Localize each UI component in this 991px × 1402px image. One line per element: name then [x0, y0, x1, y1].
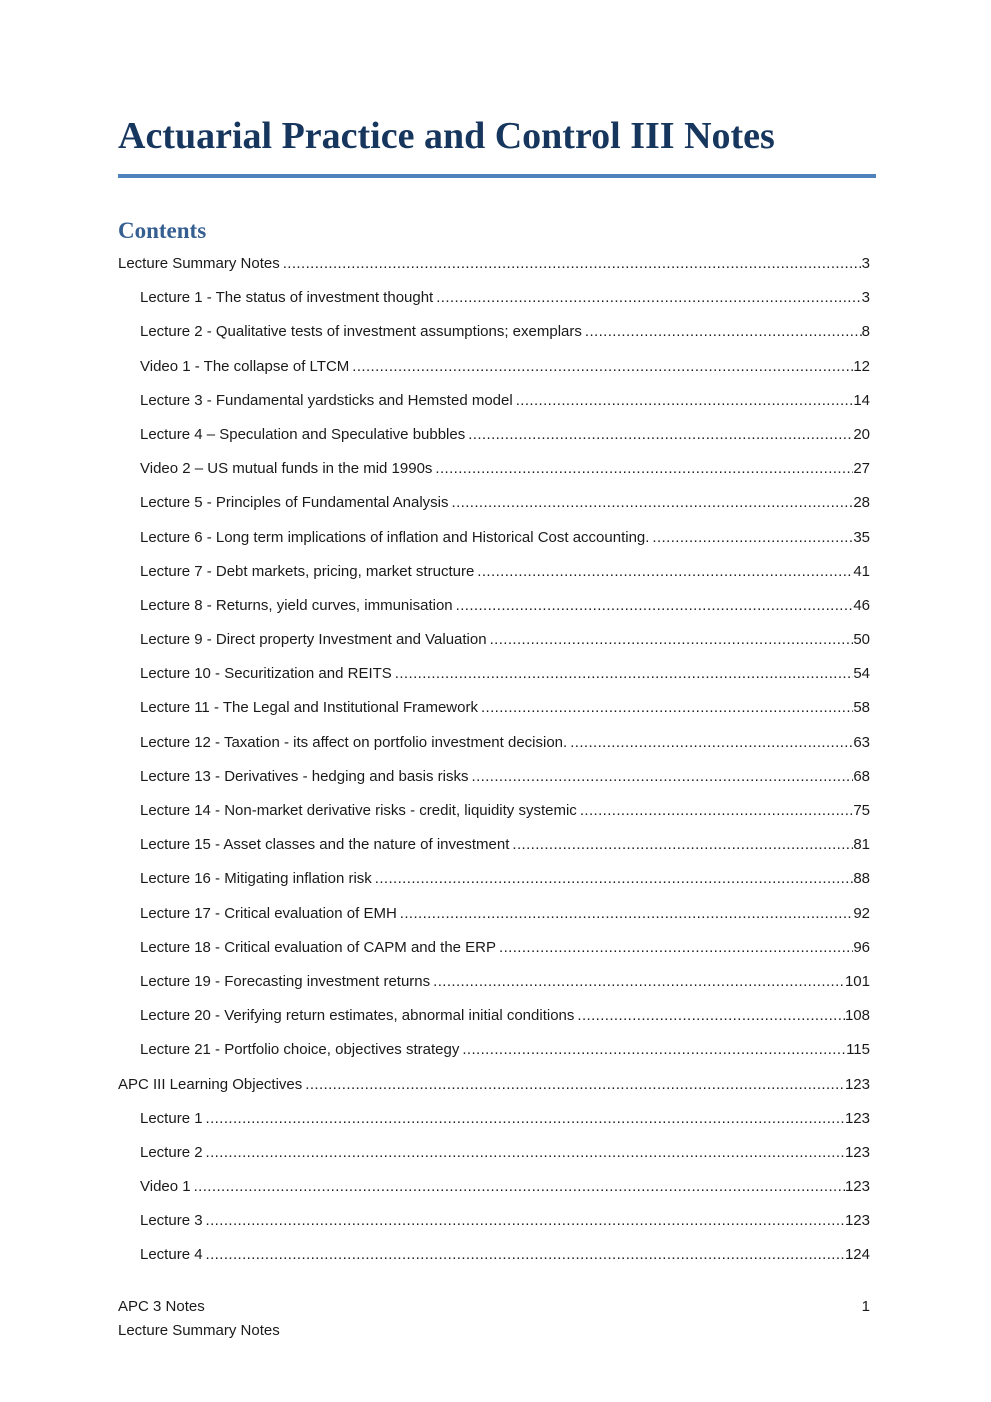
toc-entry[interactable]: [118, 664, 870, 683]
toc-entry[interactable]: [118, 562, 870, 581]
toc-entry-page: 41: [853, 562, 870, 580]
toc-entry[interactable]: [118, 869, 870, 888]
toc-dot-leader: [462, 1040, 846, 1059]
toc-entry-label: Lecture 17 - Critical evaluation of EMH: [140, 904, 397, 922]
toc-entry[interactable]: [118, 972, 870, 991]
toc-dot-leader: [433, 972, 845, 991]
toc-entry[interactable]: [118, 493, 870, 512]
toc-dot-leader: [395, 664, 854, 683]
toc-entry-label: Lecture 19 - Forecasting investment returns: [140, 972, 431, 990]
toc-dot-leader: [206, 1109, 845, 1128]
toc-list: [118, 254, 870, 1264]
toc-dot-leader: [577, 1006, 845, 1025]
toc-entry-page: 123: [844, 1109, 870, 1127]
contents-heading: Contents: [118, 218, 207, 243]
toc-dot-leader: [283, 254, 862, 273]
toc-entry-page: 123: [844, 1212, 870, 1230]
toc-dot-leader: [512, 835, 853, 854]
toc-dot-leader: [452, 493, 854, 512]
toc-dot-leader: [468, 425, 853, 444]
toc-entry-label: Video 1 - The collapse of LTCM: [140, 357, 350, 375]
toc-entry[interactable]: [118, 391, 870, 410]
toc-entry-label: Video 2 – US mutual funds in the mid 1990s: [140, 460, 433, 478]
toc-entry-page: 20: [853, 425, 870, 443]
toc-entry-label: Lecture 21 - Portfolio choice, objectives strategy: [140, 1041, 460, 1059]
toc-dot-leader: [472, 767, 854, 786]
toc-entry[interactable]: [118, 528, 870, 547]
toc-dot-leader: [206, 1211, 845, 1230]
toc-entry-page: 115: [846, 1041, 870, 1059]
toc-entry-label: Lecture 11 - The Legal and Institutional Framework: [140, 699, 478, 717]
toc-entry-page: 123: [844, 1075, 870, 1093]
toc-entry-label: Lecture 1 - The status of investment thought: [140, 289, 434, 307]
toc-entry[interactable]: [118, 459, 870, 478]
toc-entry-page: 101: [844, 972, 870, 990]
toc-entry-label: Lecture 7 - Debt markets, pricing, market structure: [140, 562, 475, 580]
toc-entry-label: Lecture 2: [140, 1143, 203, 1161]
toc-dot-leader: [490, 630, 854, 649]
page-footer: [118, 1295, 870, 1343]
toc-entry-label: Lecture 15 - Asset classes and the nature of investment: [140, 836, 510, 854]
toc-dot-leader: [352, 357, 853, 376]
page-title: Actuarial Practice and Control III Notes: [118, 115, 775, 157]
toc-entry[interactable]: [118, 596, 870, 615]
toc-entry[interactable]: [118, 357, 870, 376]
toc-entry-page: 92: [853, 904, 870, 922]
toc-dot-leader: [585, 322, 862, 341]
toc-entry[interactable]: [118, 425, 870, 444]
footer-section-title: Lecture Summary Notes: [118, 1322, 280, 1339]
toc-entry-page: 14: [853, 391, 870, 409]
toc-entry[interactable]: [118, 288, 870, 307]
footer-page-number: 1: [861, 1298, 870, 1315]
toc-entry-label: Lecture 18 - Critical evaluation of CAPM and the ERP: [140, 938, 497, 956]
toc-entry-label: Lecture 2 - Qualitative tests of investment assumptions; exemplars: [140, 323, 582, 341]
toc-entry-page: 54: [853, 665, 870, 683]
toc-dot-leader: [570, 733, 853, 752]
toc-entry-page: 3: [861, 255, 870, 272]
toc-dot-leader: [477, 562, 853, 581]
toc-entry-page: 35: [853, 528, 870, 546]
toc-entry-label: Lecture Summary Notes: [118, 255, 280, 272]
toc-entry-label: Video 1: [140, 1178, 191, 1196]
toc-entry[interactable]: [118, 904, 870, 923]
title-block: [118, 112, 876, 178]
toc-dot-leader: [481, 698, 853, 717]
toc-entry-label: Lecture 14 - Non-market derivative risks - credit, liquidity systemic: [140, 802, 577, 819]
toc-entry-label: Lecture 20 - Verifying return estimates, abnormal initial conditions: [140, 1007, 575, 1025]
toc-entry-page: 58: [853, 699, 870, 717]
toc-entry-label: Lecture 9 - Direct property Investment and Valuation: [140, 631, 487, 649]
toc-entry-label: Lecture 1: [140, 1109, 203, 1127]
toc-entry-page: 108: [844, 1007, 870, 1025]
toc-entry[interactable]: [118, 1143, 870, 1162]
toc-entry[interactable]: [118, 1075, 870, 1094]
toc-dot-leader: [400, 904, 854, 923]
toc-entry[interactable]: [118, 698, 870, 717]
toc-entry-page: 50: [853, 631, 870, 649]
toc-entry[interactable]: [118, 1109, 870, 1128]
toc-entry-page: 63: [853, 733, 870, 751]
toc-entry-label: Lecture 5 - Principles of Fundamental Analysis: [140, 494, 449, 512]
toc-entry-page: 123: [844, 1178, 870, 1196]
toc-dot-leader: [580, 801, 854, 820]
toc-entry[interactable]: [118, 767, 870, 786]
toc-entry-label: Lecture 6 - Long term implications of inflation and Historical Cost accounting.: [140, 528, 650, 546]
toc-entry[interactable]: [118, 1211, 870, 1230]
toc-entry-page: 8: [861, 323, 870, 341]
toc-entry-page: 124: [844, 1246, 870, 1264]
toc-entry-page: 46: [853, 596, 870, 614]
toc-entry[interactable]: [118, 938, 870, 957]
toc-entry-page: 123: [844, 1143, 870, 1161]
toc-entry-page: 96: [853, 938, 870, 956]
toc-entry[interactable]: [118, 630, 870, 649]
toc-entry-label: Lecture 13 - Derivatives - hedging and basis risks: [140, 767, 469, 785]
toc-entry-label: APC III Learning Objectives: [118, 1075, 303, 1093]
footer-doc-title: APC 3 Notes: [118, 1298, 205, 1315]
toc-entry-page: 12: [853, 357, 870, 375]
toc-entry-label: Lecture 3 - Fundamental yardsticks and Hemsted model: [140, 391, 513, 409]
toc-dot-leader: [305, 1075, 845, 1094]
toc-dot-leader: [194, 1177, 845, 1196]
toc-entry[interactable]: [118, 1177, 870, 1196]
toc-entry-label: Lecture 8 - Returns, yield curves, immunisation: [140, 596, 453, 614]
toc-entry-label: Lecture 12 - Taxation - its affect on portfolio investment decision.: [140, 733, 568, 751]
toc-entry[interactable]: [118, 322, 870, 341]
toc-entry[interactable]: [118, 733, 870, 752]
toc-entry-page: 3: [861, 289, 870, 307]
toc-dot-leader: [456, 596, 854, 615]
toc-dot-leader: [375, 869, 854, 888]
toc-dot-leader: [652, 528, 853, 547]
toc-entry-label: Lecture 3: [140, 1212, 203, 1230]
toc-entry-page: 28: [853, 494, 870, 512]
toc-entry[interactable]: [118, 801, 870, 820]
toc-dot-leader: [206, 1245, 845, 1264]
toc-dot-leader: [435, 459, 853, 478]
toc-entry[interactable]: [118, 254, 870, 273]
toc-entry-label: Lecture 16 - Mitigating inflation risk: [140, 870, 372, 888]
toc-entry-page: 27: [853, 460, 870, 478]
toc-entry-page: 75: [853, 802, 870, 819]
toc-entry-page: 88: [853, 870, 870, 888]
toc-entry-label: Lecture 10 - Securitization and REITS: [140, 665, 392, 683]
toc-entry[interactable]: [118, 835, 870, 854]
toc-dot-leader: [206, 1143, 845, 1162]
toc-entry-label: Lecture 4 – Speculation and Speculative bubbles: [140, 425, 466, 443]
toc-entry-label: Lecture 4: [140, 1246, 203, 1264]
toc-entry[interactable]: [118, 1006, 870, 1025]
toc-dot-leader: [516, 391, 854, 410]
toc-entry-page: 68: [853, 767, 870, 785]
toc-dot-leader: [436, 288, 861, 307]
toc-entry[interactable]: [118, 1040, 870, 1059]
toc-dot-leader: [499, 938, 853, 957]
toc-entry-page: 81: [853, 836, 870, 854]
toc-entry[interactable]: [118, 1245, 870, 1264]
